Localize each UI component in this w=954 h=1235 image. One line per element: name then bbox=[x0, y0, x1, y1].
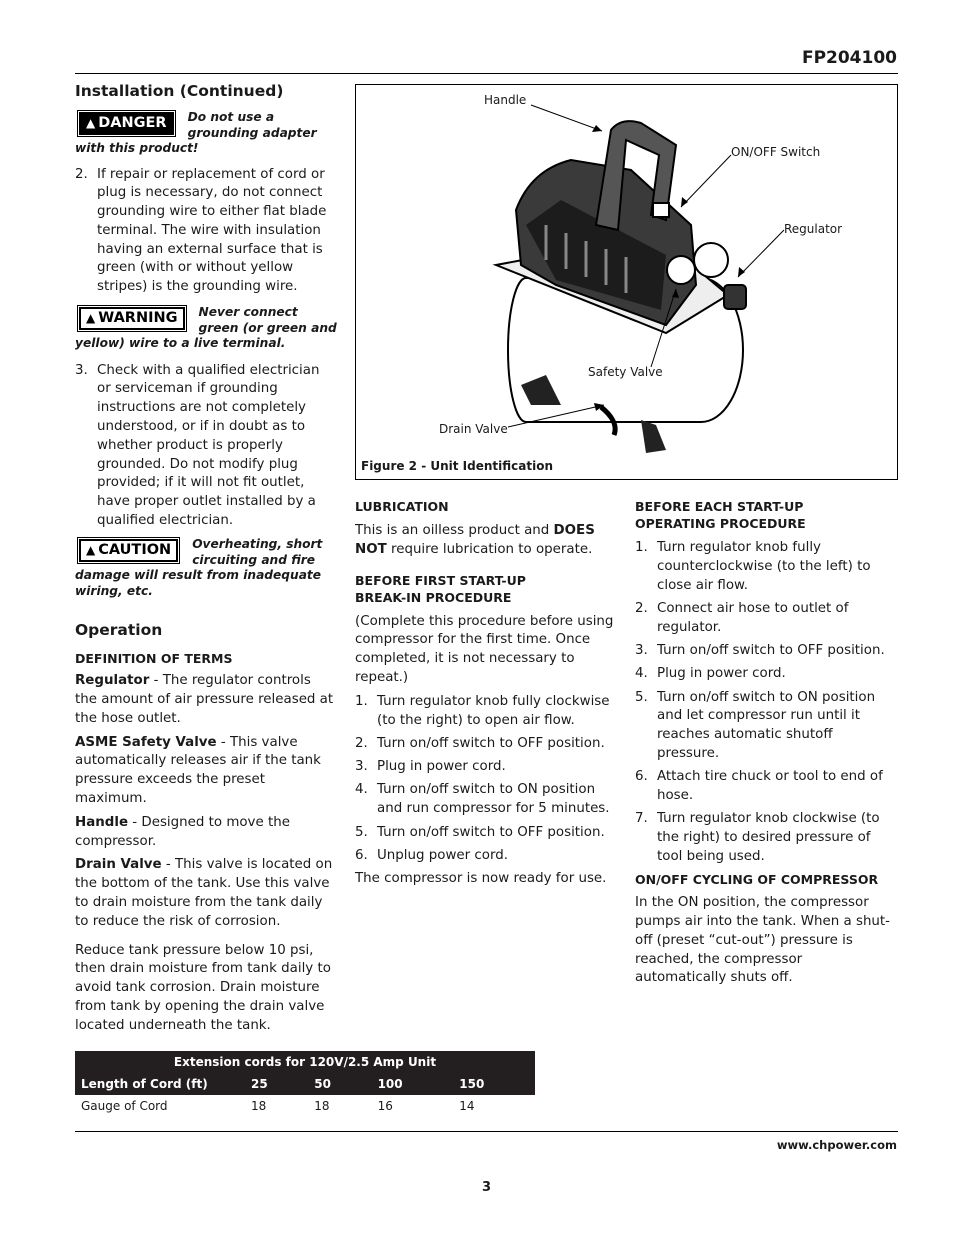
breakin-steps bbox=[355, 693, 620, 866]
column-left bbox=[75, 80, 337, 1036]
list-item: 2. If repair or replacement of cord or plug is necessary, do not connect grounding wire to either flat blade terminal. The wire with insulation having an external surface that is green (with or without yellow stripes) is the grounding wire. bbox=[75, 166, 327, 295]
warning-notice bbox=[75, 303, 337, 352]
list-item: 6. Unplug power cord. bbox=[355, 847, 508, 863]
table-cell: 18 bbox=[314, 1099, 330, 1113]
table-cell: 18 bbox=[251, 1099, 267, 1113]
table-header-cell: Length of Cord (ft) bbox=[81, 1077, 208, 1091]
breakin-heading-1: BEFORE FIRST START-UP bbox=[355, 572, 526, 588]
column-right bbox=[635, 498, 897, 988]
caution-notice bbox=[75, 535, 337, 599]
table-header-cell: 50 bbox=[314, 1077, 331, 1091]
callout-regulator: Regulator bbox=[784, 222, 843, 236]
warning-triangle-icon: ▲ bbox=[86, 116, 96, 130]
each-startup-heading-2: OPERATING PROCEDURE bbox=[635, 516, 806, 531]
list-item: 3. Turn on/off switch to OFF position. bbox=[635, 642, 885, 658]
footer-rule bbox=[75, 1131, 898, 1132]
tank-foot-right bbox=[641, 420, 666, 453]
list-item: 7. Turn regulator knob clockwise (to the right) to desired pressure of tool being used. bbox=[635, 811, 880, 864]
section-title-installation: Installation (Continued) bbox=[75, 82, 284, 100]
section-title-operation: Operation bbox=[75, 621, 163, 640]
callout-handle: Handle bbox=[484, 93, 527, 107]
cycling-heading: ON/OFF CYCLING OF COMPRESSOR bbox=[635, 872, 879, 888]
danger-badge: ▲ DANGER bbox=[79, 112, 174, 135]
table-header-cell: 100 bbox=[377, 1077, 403, 1091]
list-item: 5. Turn on/off switch to ON position and let compressor run until it reaches automatic shutoff pressure. bbox=[635, 689, 876, 761]
term-regulator: Regulator - The regulator controls the amount of air pressure released at the hose outlet. bbox=[75, 673, 334, 726]
danger-note: Do not use a grounding adapter with this product! bbox=[75, 110, 317, 155]
table-header-row bbox=[75, 1073, 535, 1095]
table-title: Extension cords for 120V/2.5 Amp Unit bbox=[173, 1055, 437, 1069]
list-item: 2. Connect air hose to outlet of regulator. bbox=[635, 600, 849, 635]
cycling-text: In the ON position, the compressor pumps air into the tank. When a shut-off (preset “cut-out”) pressure is reached, the compressor automatically shuts off. bbox=[635, 895, 891, 986]
warning-triangle-icon: ▲ bbox=[86, 543, 96, 558]
unit-identification-figure bbox=[355, 84, 898, 480]
term-handle: Handle - Designed to move the compressor. bbox=[75, 814, 290, 849]
warning-note: Never connect green (or green and yellow) wire to a live terminal. bbox=[75, 305, 337, 351]
page-number: 3 bbox=[482, 1180, 492, 1195]
lubrication-heading: LUBRICATION bbox=[355, 499, 449, 514]
list-item: 6. Attach tire chuck or tool to end of hose. bbox=[635, 769, 883, 804]
gauge-left bbox=[667, 256, 695, 284]
switch-shape bbox=[653, 203, 669, 217]
danger-notice bbox=[75, 108, 337, 157]
header-rule bbox=[75, 73, 898, 74]
install-list-b bbox=[75, 362, 337, 531]
column-middle bbox=[355, 498, 620, 889]
regulator-knob bbox=[724, 285, 746, 309]
list-item: 4. Plug in power cord. bbox=[635, 666, 786, 682]
warning-triangle-icon: ▲ bbox=[86, 311, 96, 326]
table-row bbox=[75, 1095, 535, 1117]
list-item: 4. Turn on/off switch to ON position and run compressor for 5 minutes. bbox=[355, 782, 610, 817]
caution-note: Overheating, short circuiting and fire damage will result from inadequate wiring, etc. bbox=[75, 537, 323, 598]
each-startup-steps bbox=[635, 539, 897, 867]
extension-cord-table bbox=[75, 1051, 535, 1117]
reduce-pressure-text: Reduce tank pressure below 10 psi, then drain moisture from tank daily to avoid tank corrosion. Drain moisture from tank by opening the drain valve located underneath the tank. bbox=[75, 942, 331, 1033]
footer-url: www.chpower.com bbox=[776, 1138, 897, 1152]
list-item: 1. Turn regulator knob fully counterclockwise (to the left) to close air flow. bbox=[635, 540, 871, 593]
caution-badge: ▲ CAUTION bbox=[79, 539, 178, 562]
list-item: 2. Turn on/off switch to OFF position. bbox=[355, 735, 605, 751]
warning-badge: ▲ WARNING bbox=[79, 307, 185, 330]
list-item: 1. Turn regulator knob fully clockwise (to the right) to open air flow. bbox=[355, 693, 610, 728]
term-safety-valve: ASME Safety Valve - This valve automatically releases air if the tank pressure exceeds the preset maximum. bbox=[75, 734, 321, 807]
each-startup-heading-1: BEFORE EACH START-UP bbox=[635, 499, 804, 514]
install-list-a bbox=[75, 166, 337, 298]
list-item: 3. Check with a qualified electrician or serviceman if grounding instructions are not completely understood, or if in doubt as to whether product is properly grounded. Do not modify plug provided; if it will not fit outlet, have proper outlet installed by a qualified electrician. bbox=[75, 362, 320, 528]
table-cell: 16 bbox=[377, 1099, 393, 1113]
callout-switch: ON/OFF Switch bbox=[731, 145, 821, 159]
table-header-cell: 150 bbox=[459, 1077, 485, 1091]
breakin-intro: (Complete this procedure before using compressor for the first time. Once completed, it is not necessary to repeat.) bbox=[355, 613, 614, 685]
definition-heading: DEFINITION OF TERMS bbox=[75, 651, 233, 667]
lubrication-text: This is an oilless product and DOES NOT require lubrication to operate. bbox=[355, 523, 595, 557]
list-item: 5. Turn on/off switch to OFF position. bbox=[355, 824, 605, 840]
table-cell: 14 bbox=[459, 1099, 475, 1113]
breakin-outro: The compressor is now ready for use. bbox=[355, 871, 607, 887]
model-number: FP204100 bbox=[801, 48, 897, 68]
table-title-row bbox=[75, 1051, 535, 1073]
list-item: 3. Plug in power cord. bbox=[355, 759, 506, 775]
term-drain-valve: Drain Valve - This valve is located on the bottom of the tank. Use this valve to drain moisture from the tank daily to reduce the risk of corrosion. bbox=[75, 857, 333, 929]
gauge-top bbox=[694, 243, 728, 277]
figure-caption: Figure 2 - Unit Identification bbox=[361, 459, 554, 473]
table-cell: Gauge of Cord bbox=[81, 1099, 168, 1113]
terms-list bbox=[75, 672, 337, 1035]
table-header-cell: 25 bbox=[251, 1077, 268, 1091]
callout-safety-valve: Safety Valve bbox=[588, 365, 663, 379]
breakin-heading-2: BREAK-IN PROCEDURE bbox=[355, 589, 512, 605]
callout-drain-valve: Drain Valve bbox=[439, 422, 508, 436]
